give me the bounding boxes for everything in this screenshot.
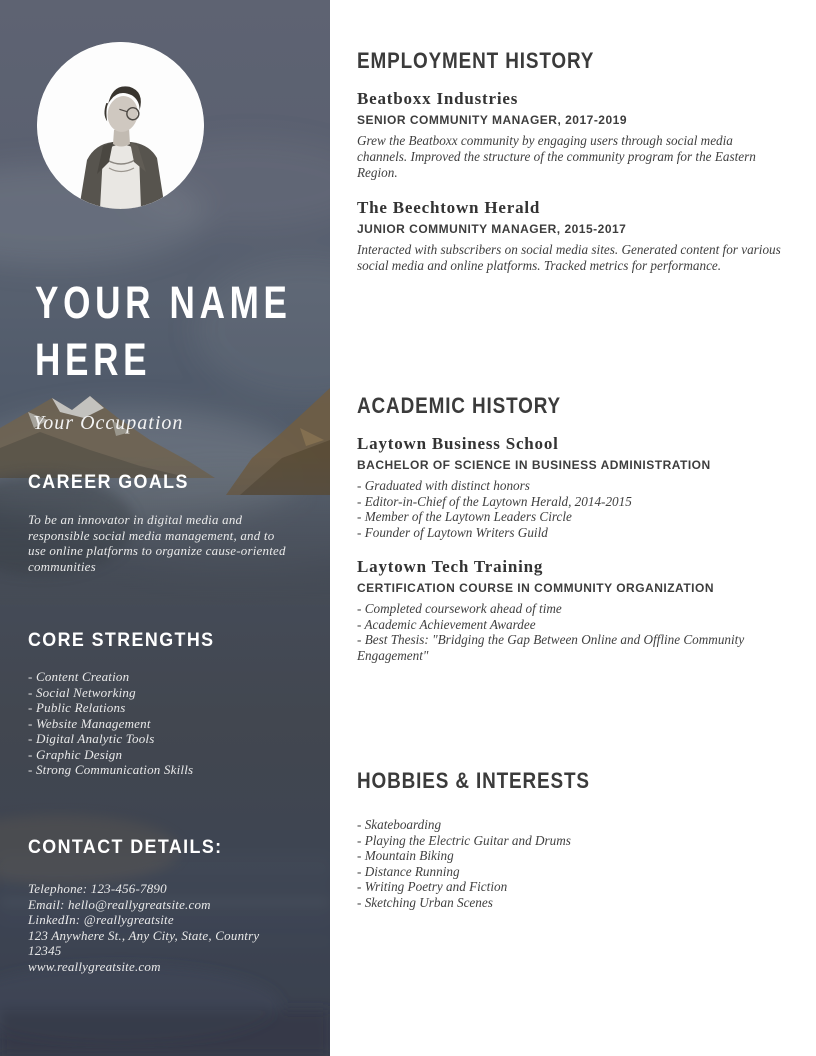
- name-line-2: HERE: [35, 334, 152, 385]
- core-strengths-list: [28, 669, 300, 778]
- program-name: CERTIFICATION COURSE IN COMMUNITY ORGANIZATION: [357, 581, 714, 595]
- strength-item: - Digital Analytic Tools: [28, 731, 155, 746]
- hobby-item: - Distance Running: [357, 863, 460, 879]
- contact-email: Email: hello@reallygreatsite.com: [28, 896, 211, 912]
- hobby-item: - Skateboarding: [357, 817, 442, 832]
- contact-website: www.reallygreatsite.com: [28, 958, 161, 974]
- company-name: The Beechtown Herald: [357, 198, 541, 217]
- portrait-illustration: [37, 42, 204, 209]
- strength-item: - Website Management: [28, 715, 151, 731]
- job-description: Interacted with subscribers on social media sites. Generated content for various social media and online platforms. Tracked metrics for performance.: [357, 242, 781, 273]
- hobby-item: - Playing the Electric Guitar and Drums: [357, 832, 571, 848]
- hobby-item: - Mountain Biking: [357, 848, 454, 863]
- achievement-item: - Completed coursework ahead of time: [357, 601, 562, 616]
- school-name: Laytown Tech Training: [357, 557, 544, 576]
- academic-history-heading: ACADEMIC HISTORY: [357, 393, 562, 418]
- hobby-item: - Writing Poetry and Fiction: [357, 879, 508, 894]
- employment-entry: [357, 88, 781, 181]
- main-column: [330, 0, 816, 1056]
- employment-history-section: [357, 48, 781, 290]
- strength-item: - Social Networking: [28, 684, 136, 700]
- academic-history-section: [357, 393, 781, 679]
- strength-item: - Public Relations: [28, 700, 126, 715]
- job-description: Grew the Beatboxx community by engaging users through social media channels. Improved the structure of the community program for the Eastern Region.: [357, 133, 756, 180]
- occupation: Your Occupation: [33, 412, 184, 434]
- contact-zip: 12345: [28, 943, 62, 958]
- academic-achievements-list: [357, 478, 781, 540]
- core-strengths-heading: CORE STRENGTHS: [28, 630, 215, 651]
- strength-item: - Strong Communication Skills: [28, 762, 194, 777]
- hobbies-interests-section: [357, 768, 781, 910]
- achievement-item: - Founder of Laytown Writers Guild: [357, 524, 548, 540]
- employment-history-heading: EMPLOYMENT HISTORY: [357, 48, 595, 73]
- sidebar: [0, 0, 330, 1056]
- academic-achievements-list: [357, 601, 781, 663]
- strength-item: - Content Creation: [28, 669, 130, 684]
- achievement-item: - Best Thesis: "Bridging the Gap Between Online and Offline Community Engagement": [357, 632, 745, 663]
- contact-details-heading: CONTACT DETAILS:: [28, 837, 223, 858]
- name-heading: [35, 274, 292, 388]
- program-name: BACHELOR OF SCIENCE IN BUSINESS ADMINISTRATION: [357, 458, 711, 472]
- contact-linkedin: LinkedIn: @reallygreatsite: [28, 912, 174, 927]
- profile-photo: [37, 42, 204, 209]
- hobbies-interests-heading: HOBBIES & INTERESTS: [357, 768, 590, 793]
- contact-details-list: [28, 881, 300, 974]
- achievement-item: - Academic Achievement Awardee: [357, 616, 536, 632]
- name-line-1: YOUR NAME: [35, 277, 292, 328]
- strength-item: - Graphic Design: [28, 746, 123, 762]
- career-goals-heading: CAREER GOALS: [28, 472, 189, 493]
- career-goals-text: To be an innovator in digital media and responsible social media management, and to use online platforms to organize cause-oriented communities: [28, 512, 286, 574]
- job-title: SENIOR COMMUNITY MANAGER, 2017-2019: [357, 113, 628, 127]
- academic-entry: [357, 556, 781, 663]
- achievement-item: - Editor-in-Chief of the Laytown Herald, 2014-2015: [357, 493, 632, 509]
- school-name: Laytown Business School: [357, 434, 559, 453]
- employment-entry: [357, 197, 781, 274]
- hobby-item: - Sketching Urban Scenes: [357, 894, 493, 910]
- contact-address: 123 Anywhere St., Any City, State, Country: [28, 927, 260, 943]
- academic-entry: [357, 433, 781, 540]
- contact-telephone: Telephone: 123-456-7890: [28, 881, 167, 896]
- achievement-item: - Member of the Laytown Leaders Circle: [357, 509, 572, 524]
- company-name: Beatboxx Industries: [357, 89, 519, 108]
- achievement-item: - Graduated with distinct honors: [357, 478, 530, 493]
- job-title: JUNIOR COMMUNITY MANAGER, 2015-2017: [357, 222, 627, 236]
- hobbies-list: [357, 817, 781, 910]
